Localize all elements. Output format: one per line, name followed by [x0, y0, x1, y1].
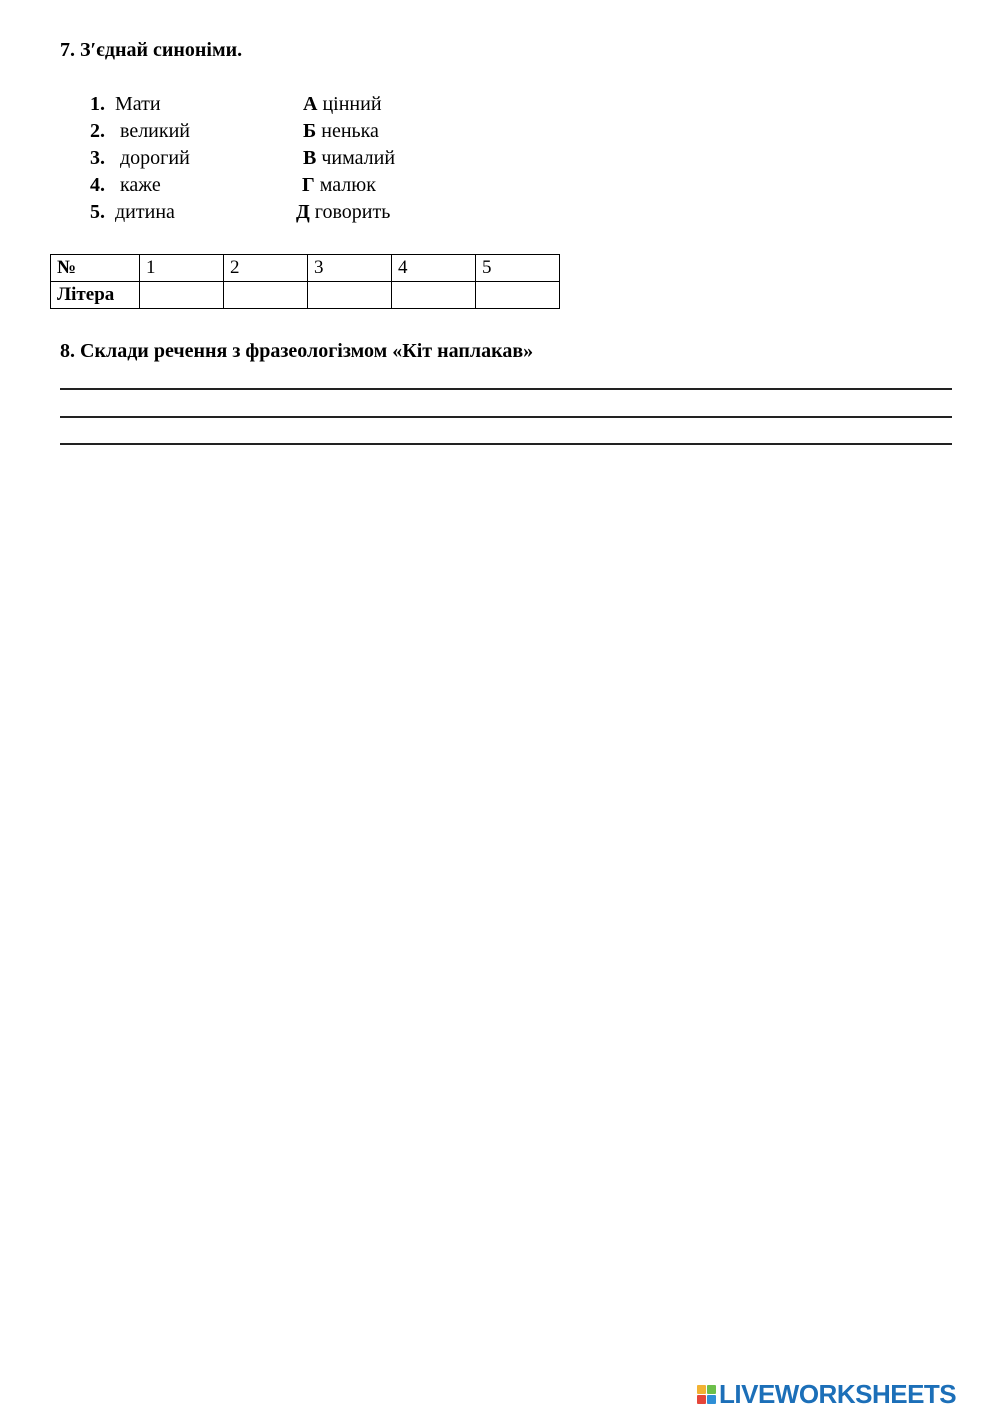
table-header-number: №	[51, 255, 140, 282]
answer-cell-5[interactable]	[476, 282, 560, 309]
item-word: дитина	[115, 201, 175, 223]
task-7-title: 7. З′єднай синоніми.	[60, 39, 243, 61]
option-letter: Б	[303, 120, 317, 142]
option-letter: Д	[296, 201, 310, 223]
option-word: говорить	[314, 201, 391, 223]
match-option	[303, 93, 382, 116]
option-letter: Г	[302, 174, 315, 196]
answer-line-1[interactable]	[60, 388, 952, 390]
table-column-label: 5	[476, 255, 560, 282]
table-column-label: 1	[140, 255, 224, 282]
table-header-letter: Літера	[51, 282, 140, 309]
option-letter: В	[303, 147, 317, 169]
item-word: Мати	[115, 93, 161, 115]
option-word: чималий	[321, 147, 396, 169]
table-column-label: 3	[308, 255, 392, 282]
logo-icon	[697, 1385, 716, 1404]
table-column-label: 2	[224, 255, 308, 282]
option-word: ненька	[321, 120, 379, 142]
option-letter: А	[303, 93, 318, 115]
item-number: 1.	[90, 93, 105, 115]
match-option	[303, 147, 395, 170]
table-row	[51, 255, 560, 282]
answer-cell-4[interactable]	[392, 282, 476, 309]
table-column-label: 4	[392, 255, 476, 282]
item-number: 3.	[90, 147, 105, 169]
match-option	[303, 120, 379, 143]
option-word: малюк	[319, 174, 376, 196]
item-number: 5.	[90, 201, 105, 223]
table-row	[51, 282, 560, 309]
answer-cell-2[interactable]	[224, 282, 308, 309]
item-number: 2.	[90, 120, 105, 142]
item-word: каже	[120, 174, 161, 196]
match-option	[296, 201, 390, 224]
task-8-title: 8. Склади речення з фразеологізмом «Кіт наплакав»	[60, 340, 534, 362]
answer-cell-1[interactable]	[140, 282, 224, 309]
option-word: цінний	[322, 93, 382, 115]
answer-line-2[interactable]	[60, 416, 952, 418]
answer-cell-3[interactable]	[308, 282, 392, 309]
item-word: великий	[120, 120, 191, 142]
answer-line-3[interactable]	[60, 443, 952, 445]
logo-text: LIVEWORKSHEETS	[719, 1378, 957, 1409]
answer-table	[50, 254, 560, 309]
liveworksheets-logo	[697, 1380, 956, 1408]
item-number: 4.	[90, 174, 105, 196]
match-option	[302, 174, 376, 197]
item-word: дорогий	[120, 147, 190, 169]
